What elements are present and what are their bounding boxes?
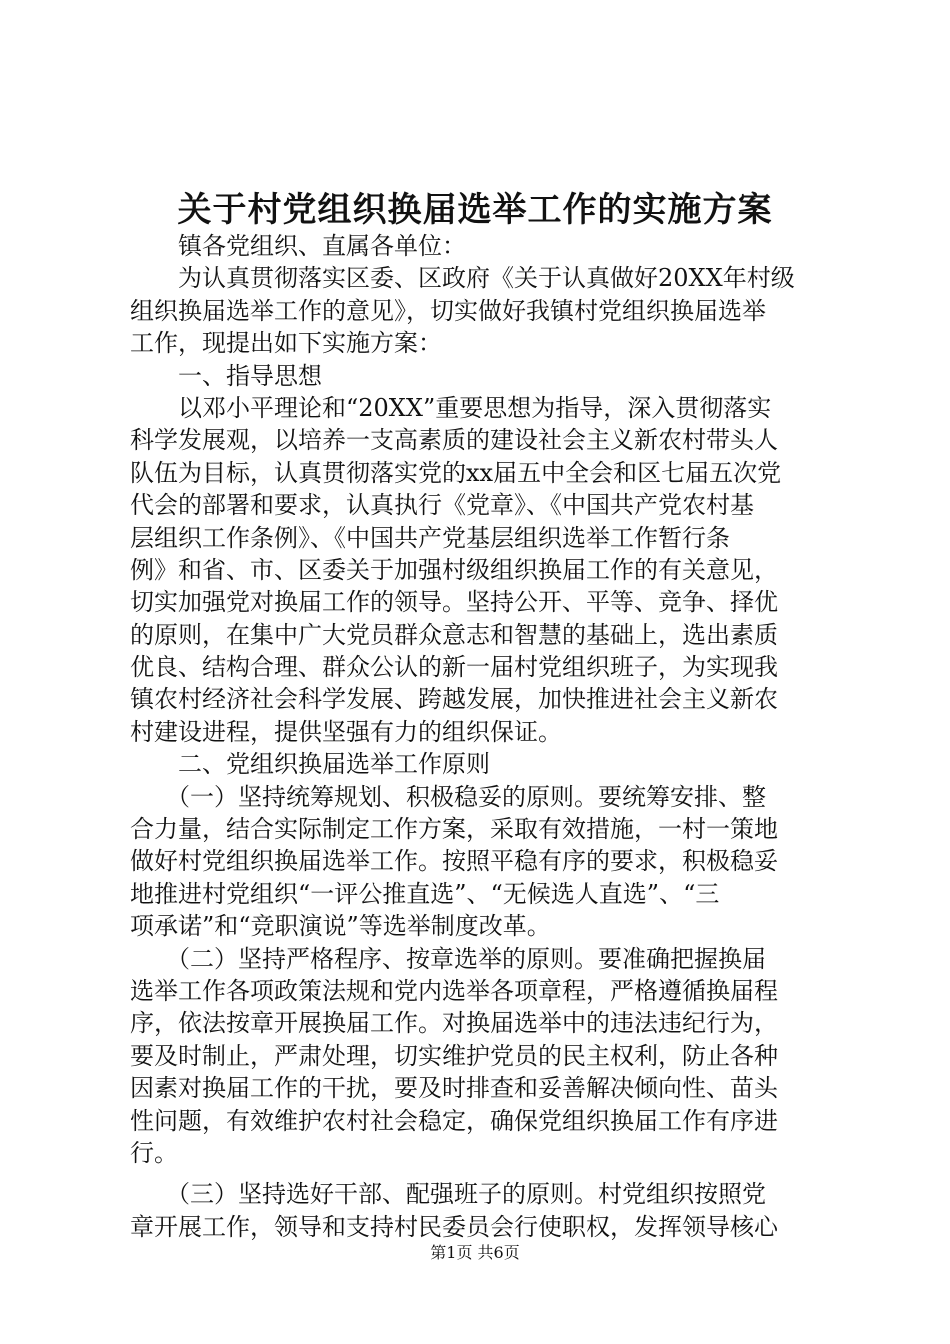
text-line: 项承诺”和“竞职演说”等选举制度改革。 — [130, 912, 551, 941]
text-line: 地推进村党组织“一评公推直选”、“无候选人直选”、“三 — [130, 879, 720, 908]
document-body — [130, 230, 830, 1243]
text-line: 切实加强党对换届工作的领导。坚持公开、平等、竞争、择优 — [130, 588, 778, 617]
text-line: 做好村党组织换届选举工作。按照平稳有序的要求，积极稳妥 — [130, 847, 778, 876]
text-line: （二）坚持严格程序、按章选举的原则。要准确把握换届 — [130, 944, 766, 973]
text-line: 要及时制止，严肃处理，切实维护党员的民主权利，防止各种 — [130, 1041, 778, 1070]
text-line: 例》和省、市、区委关于加强村级组织换届工作的有关意见， — [130, 555, 778, 584]
text-line: 队伍为目标，认真贯彻落实党的xx届五中全会和区七届五次党 — [130, 458, 782, 487]
text-line: （三）坚持选好干部、配强班子的原则。村党组织按照党 — [130, 1180, 766, 1209]
text-line: 村建设进程，提供坚强有力的组织保证。 — [130, 717, 562, 746]
text-line: 科学发展观，以培养一支高素质的建设社会主义新农村带头人 — [130, 426, 778, 455]
text-line: 性问题，有效维护农村社会稳定，确保党组织换届工作有序进 — [130, 1106, 778, 1135]
page-title: 关于村党组织换届选举工作的实施方案 — [177, 190, 773, 230]
text-line: 镇农村经济社会科学发展、跨越发展，加快推进社会主义新农 — [130, 685, 778, 714]
text-line: 为认真贯彻落实区委、区政府《关于认真做好20XX年村级 — [130, 264, 795, 293]
text-line: 合力量，结合实际制定工作方案，采取有效措施，一村一策地 — [130, 815, 778, 844]
text-line: 一、指导思想 — [130, 361, 322, 390]
text-line: 工作，现提出如下实施方案： — [130, 329, 442, 358]
text-line: （一）坚持统筹规划、积极稳妥的原则。要统筹安排、整 — [130, 782, 766, 811]
text-line: 行。 — [130, 1138, 178, 1167]
text-line: 层组织工作条例》、《中国共产党基层组织选举工作暂行条 — [130, 523, 730, 552]
text-line: 以邓小平理论和“20XX”重要思想为指导，深入贯彻落实 — [130, 393, 772, 422]
text-line: 二、党组织换届选举工作原则 — [130, 750, 490, 779]
text-line: 选举工作各项政策法规和党内选举各项章程，严格遵循换届程 — [130, 976, 778, 1005]
text-line: 组织换届选举工作的意见》，切实做好我镇村党组织换届选举 — [130, 296, 766, 325]
page-footer: 第1页 共6页 — [430, 1243, 520, 1262]
text-line: 代会的部署和要求，认真执行《党章》、《中国共产党农村基 — [130, 491, 754, 520]
text-line: 优良、结构合理、群众公认的新一届村党组织班子，为实现我 — [130, 653, 778, 682]
text-line: 序，依法按章开展换届工作。对换届选举中的违法违纪行为， — [130, 1009, 778, 1038]
text-line: 因素对换届工作的干扰，要及时排查和妥善解决倾向性、苗头 — [130, 1074, 778, 1103]
text-line: 镇各党组织、直属各单位： — [130, 232, 466, 260]
text-line: 的原则，在集中广大党员群众意志和智慧的基础上，选出素质 — [130, 620, 778, 649]
text-line: 章开展工作，领导和支持村民委员会行使职权，发挥领导核心 — [130, 1212, 778, 1241]
